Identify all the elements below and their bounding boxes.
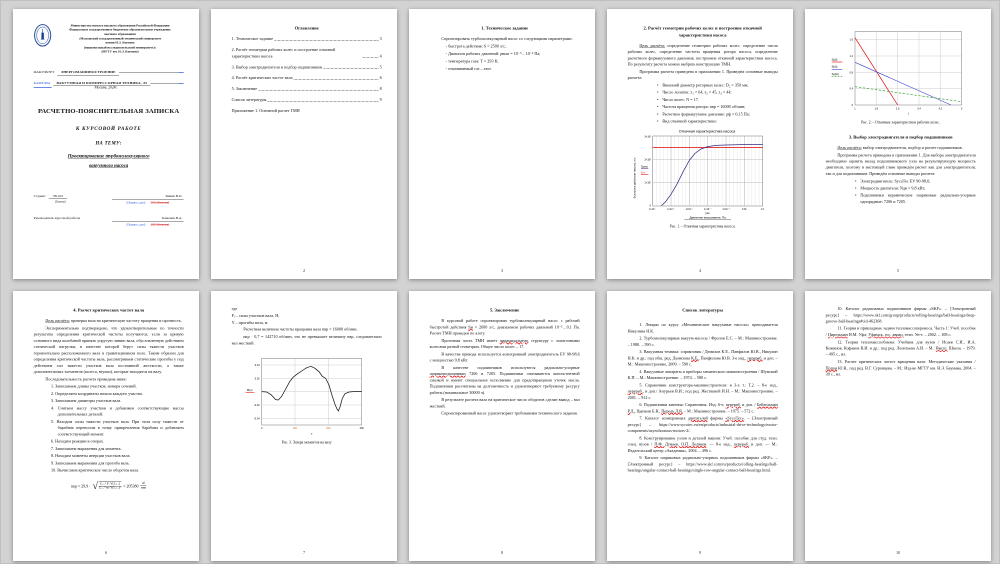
paragraph: Расчетная величина частоты вращения вала nвр = 16000 об/мин.: [243, 327, 358, 332]
text-segment: Ю.В., под ред. В.Г. Суровцева. – М.: Изд-во МГТУ им. Н.Э. Баумана, 2004. – 39 с., ил.: [825, 365, 976, 377]
text-segment: и доп. /: [740, 402, 758, 408]
fio-note-deleted: (И.О.Фамилия): [150, 222, 170, 227]
text-segment: Школа. – 1979. – 495 с., ил.: [825, 345, 976, 357]
ministry-line: имени Н.Э. Баумана: [105, 41, 135, 45]
toc-label: 1. Техническое задание: [231, 36, 274, 42]
text-segment: , Панфилова Ю.В. 3-е изд.,: [698, 355, 748, 361]
text-segment: определение геометрии рабочих колес, определение числа рабочих колес, определение частоты вращения ротора насоса, определение расчетного форвакуумного давления, построение откачной характеристики насоса. По результату расчета можно выбрать конструкцию ТМН.: [627, 43, 778, 67]
x-tick: 1×10⁻⁴: [703, 208, 712, 211]
advisor-block: [34, 216, 80, 221]
text-segment: Цель расчёта:: [837, 145, 862, 150]
result-item: • Число колес: N = 17.: [657, 96, 778, 102]
topic-line-2: вакуумного насоса: [89, 163, 129, 169]
page-number: 8: [501, 550, 503, 555]
text-segment: «SycoTec»: [725, 415, 744, 421]
x-variable: pвх: [705, 211, 710, 215]
formula-result: = 205380: [123, 483, 139, 489]
x-tick: 0.01: [742, 208, 747, 211]
pump-curve-chart: [631, 128, 774, 221]
page-8-conclusion[interactable]: [409, 291, 595, 561]
student-signature-row: [34, 194, 184, 205]
x-tick: 1×10⁻³: [722, 208, 730, 211]
paragraph: nкр · 0,7 = 142710 об/мин, что не превышает величину nвр, следовательно вал жесткий.: [231, 334, 382, 346]
x-tick: 0.1: [761, 208, 765, 211]
result-item: • Внешний диаметр роторных колес: D₂ = 350 мм;: [657, 82, 778, 88]
radical-sign: √: [92, 480, 99, 492]
moment-diagram-chart: [235, 354, 378, 437]
page-4-geometry[interactable]: [607, 9, 793, 279]
y-tick: 0: [851, 103, 853, 107]
y-tick: 1×10³: [644, 181, 651, 185]
text-segment: Проточная часть ТМН имеет: [441, 338, 500, 343]
text-segment: и доп./ Анурьев В.И.; под ред. Жестковой И.Н. – М.: Машиностроение. – 2001. – 912 с.: [627, 388, 778, 400]
bibliography-item: [628, 435, 778, 454]
formula-denominator: Σᵢ₌₁ⁿ mᵢ·Y(Lᵢ₊₁)²: [99, 486, 121, 490]
city-year: Москва, 2024г.: [94, 85, 118, 90]
paragraph: [430, 337, 580, 349]
toc-label: Список литературы: [231, 97, 267, 102]
text-segment: 1. Лекции по курсу «Механические вакуумные насосы» преподавателя Никулина Н.К.: [627, 322, 778, 334]
text-segment: 7. Каталог асинхронных: [639, 415, 689, 421]
text-segment: 11. Теория и прикладные задачи тепломассопереноса. Часть 1: Учеб. пособие /: [825, 326, 976, 337]
page-9-content: [607, 291, 793, 561]
result-item: • Вид откачной характеристики:: [657, 118, 778, 124]
page-number: 2: [303, 268, 305, 273]
toc-row: [232, 97, 382, 103]
page-3-task[interactable]: [409, 9, 595, 279]
text-segment: перераб.: [747, 355, 763, 361]
y-tick: -0.02: [253, 403, 260, 407]
trace-label: Sтз: [640, 172, 645, 175]
y-tick: 2×10³: [644, 158, 651, 162]
text-segment: В качестве подшипников используются радиально-упорные: [441, 365, 580, 370]
paragraph: [628, 42, 778, 67]
page-6-content: [13, 291, 199, 561]
text-segment: , Цыпкин Б.В.,: [634, 408, 662, 414]
page-number: 3: [501, 268, 503, 273]
tracked-change-mark: [178, 83, 183, 84]
text-segment: и доп. – М.: Машиностроение, 2009. – 590 с.: [627, 355, 778, 367]
y-tick: -0.04: [253, 417, 260, 421]
formula-units: [140, 482, 146, 490]
legend-entry: Sgp(t): [831, 72, 839, 76]
text-segment: Цель расчёта:: [45, 318, 70, 324]
student-label: Студент: [33, 194, 46, 198]
calc-step: 8. Находим моменты инерции участков вала.: [50, 453, 131, 459]
document-title: РАСЧЕТНО-ПОЯСНИТЕЛЬНАЯ ЗАПИСКА: [37, 107, 180, 115]
task-parameters: [430, 43, 580, 72]
page-2-content: [211, 9, 397, 279]
paragraph: Программа расчета приведена в приложении 1. Для выбора электродвигателя необходимо оценить вклад подшипникового узла на результирующую мощность двигателя, поэтому в настоящей главе приведём расчет как для электродвигателя, так и для подшипников. Приведём основные выводы расчета:: [825, 152, 976, 176]
y-tick: 0.02: [254, 377, 260, 381]
x-tick: 1.8: [874, 107, 879, 111]
x-axis-label: t: [907, 111, 909, 116]
bibliography-item: [628, 322, 778, 334]
symbol-definitions: [232, 306, 382, 326]
faculty-label: ФАКУЛЬТЕТ: [33, 70, 55, 74]
department-label: КАФЕДРА: [33, 81, 51, 85]
x-tick: 300: [359, 426, 364, 430]
page-4-content: [607, 9, 793, 279]
x-tick: 0: [260, 426, 263, 430]
text-segment: Перель Л.Я.: [661, 408, 683, 414]
student-name: Зимин В.О.: [112, 194, 184, 200]
figure-moment-diagram: [232, 354, 382, 437]
group-note: (Группа): [55, 199, 66, 204]
y-tick: 1.6: [849, 38, 853, 42]
section-heading: 1. Техническое задание: [481, 25, 529, 31]
ministry-line: (МГТУ им. Н.Э. Баумана): [101, 50, 139, 54]
text-segment: 7206 и 7205. Подшипники смазываются консистентной смазкой и имеют специальное исполнение для предотвращения утечек масла. Подшипники рассчитаны на долговечность и удовлетворяют требуемому ресурсу работы (номинальное 30000 ч).: [429, 371, 580, 395]
toc-label: 4. Расчёт критических частот вала: [231, 75, 293, 81]
y-axis-label: Быстрота действия насоса, л/с: [632, 157, 637, 199]
legend-entry: Sp(t): [831, 65, 838, 69]
text-segment: П.Ф. Дунаев, О.П. Леликов: [654, 441, 707, 447]
legend-entry: Sg(t): [831, 58, 838, 62]
signature-zone: [34, 194, 184, 238]
definition-line: где: [231, 306, 238, 311]
paragraph: Экспериментально подтверждено, что удовлетворительные по точности результаты определения критической частоты получаются, если за кривую основного вида колебаний принять упругую линию вала, обусловленную действием статической нагрузки, в качестве которой берут силы тяжести участков горизонтально расположенного вала в гравитационном поле. Таким образом для определения критической частоты вала, рассматриваем статические прогибы у под действием сил тяжести участков вала постоянной жесткости, а также дополнительных элементов (колеса, втулки), которые находятся на валу.: [33, 325, 184, 375]
page-6-shaft[interactable]: [13, 291, 199, 561]
sign-date-note: (Подпись, дата): [126, 200, 146, 204]
figure-caption: Рис. 3. Эпюра моментов на валу: [281, 440, 332, 445]
bibliography-list: [826, 306, 976, 378]
calc-steps: [34, 383, 184, 473]
ministry-line: Министерство науки и высшего образования Российской Федерации: [70, 23, 170, 28]
calc-step: 10. Вычисляем критическое число оборотов вала.: [50, 467, 140, 473]
x-tick: 2.6: [895, 107, 900, 111]
figure-pump-curve: [628, 128, 778, 221]
ministry-line: «Московский государственный технический университет: [78, 37, 162, 41]
text-segment: 8. Конструирование узлов и деталей машин: Учеб. пособие для студ. техн. спец. вузов /: [627, 435, 778, 447]
tracked-change-mark: [178, 72, 183, 73]
figure-wheel-curves: [826, 27, 976, 117]
text-segment: Попов: [825, 365, 838, 371]
text-segment: 3. Вакуумная техника: справочник / Демихов К.Е., Панфилов Ю.В., Никулин Н.К. и др.; под общ. ред. Демихова: [627, 349, 778, 361]
toc-heading: Оглавление: [294, 25, 319, 31]
result-item: • Подшипники керамические шариковые радиально-упорные однорядные: 7206 и 7205.: [855, 192, 976, 204]
text-segment: 6. Подшипники качения: Справочник. Изд. 6-е,: [639, 402, 726, 408]
text-segment: Н.М. Уфа:: [847, 332, 869, 337]
toc-pagenum: 4: [379, 53, 382, 59]
advisor-signature-row: [34, 216, 184, 227]
ministry-line: Федеральное государственное бюджетное образовательное учреждение: [69, 28, 171, 32]
toc-pagenum: 9: [379, 97, 382, 102]
calc-step: 4. Считаем массу участков и добавляем соответствующие массы дополнительных деталей.: [50, 405, 184, 417]
calc-step: 7. Записываем выражения для момента.: [50, 446, 122, 451]
student-block: [34, 194, 67, 204]
page-number: 10: [896, 550, 900, 555]
bibliography-item: [628, 335, 778, 347]
page-9-bibliography[interactable]: [607, 291, 793, 561]
toc-leader: [268, 101, 378, 102]
document-subtitle: К КУРСОВОЙ РАБОТЕ: [75, 125, 142, 132]
text-segment: техн. Ун-т. – 2002. – 108 с.: [903, 332, 952, 337]
paragraph: [430, 397, 580, 409]
task-item: - быстрота действия: S = 2500 л/с;: [445, 43, 507, 49]
page-1-title[interactable]: [13, 9, 199, 279]
topic-label: НА ТЕМУ:: [95, 140, 122, 146]
ministry-line: высшего образования: [104, 32, 136, 37]
text-segment: Уфимск. гос. авиац.: [868, 332, 904, 337]
text-segment: выбор электродвигателя, подбор и расчет подшипников.: [861, 145, 963, 150]
text-segment: Бейзельман Р.Д.: [627, 402, 778, 414]
text-segment: и доп. — М.: Издательский центр «Академия», 2004. – 496 с.: [627, 441, 778, 453]
section-heading: 5. Заключение: [490, 307, 520, 313]
text-segment: проверка вала на критическую частоту вращения и прочность.: [69, 318, 182, 324]
fio-note-deleted: (И.О.Фамилия): [150, 200, 170, 204]
toc-pagenum: 8: [379, 86, 382, 91]
text-segment: 5. Справочник конструктора-машиностроителя: в 3-х т.: Т.2. – 8-е изд.,: [639, 382, 778, 388]
calc-step: 5. Находим силы тяжести участков вала. При этом силу тяжести от барабана переносим в точку прикрепления барабана и добавляем соответствующий момент.: [50, 419, 184, 437]
page-10-content: [805, 291, 991, 561]
bibliography-item: [628, 415, 778, 434]
text-segment: пирамидальную: [499, 338, 529, 343]
text-segment: Цирельман: [827, 332, 848, 337]
toc-pagenum: 3: [379, 36, 382, 42]
advisor-name: Каменев В.А.: [112, 216, 184, 222]
text-segment: 9. Каталог шариковых радиально-упорных подшипников фирмы «SKF». – [Электронный ресурс] – https://www.skf.com/ru/products/rolling-bearings/ball-bearings/angular-contact-ball-bearings/single-row-angular-contact-ball-bearings.html.: [627, 455, 778, 473]
text-segment: 13. Расчет критических частот вращения вала: Методические указания /: [837, 359, 976, 364]
text-segment: = 2600 л/с, диапазоном рабочих давлений 10⁻⁵…0,1 Па. Расчет ТМН проведен по азоту.: [429, 324, 580, 336]
toc-leader: [294, 79, 378, 80]
bibliography-item: [826, 339, 976, 358]
faculty-value: ЭНЕРГОМАШИНОСТРОЕНИЕ: [57, 70, 118, 76]
toc-leader: [323, 68, 378, 69]
calc-step: 1. Записываем длины участков, номера сечений.: [50, 383, 137, 389]
toc-label: 3. Выбор электродвигателя и подбор подшипников: [231, 64, 322, 70]
paragraph: [430, 364, 580, 395]
result-item: • Частота вращения ротора: nвр = 16000 об/мин;: [657, 104, 778, 110]
wheel-curves-chart: [829, 27, 972, 117]
text-segment: 4. Вакуумные аппараты и приборы химического машиностроения / Шумский К.П. – М.: Машиностроение. – 1974. – 580 с.: [627, 369, 778, 381]
text-segment: шарикоподшипники: [429, 371, 466, 377]
sign-notes: [112, 200, 184, 204]
page-7-moments[interactable]: [211, 291, 397, 561]
toc-row: [232, 36, 382, 42]
bibliography-item: [628, 349, 778, 368]
task-item: - Диапазон рабочих давлений: pвып = 10⁻⁵…10⁻² Па;: [445, 51, 541, 56]
toc-pagenum: 6: [379, 75, 382, 81]
text-segment: перераб.: [733, 441, 749, 447]
x-axis-label: Давление всасывания, Па: [689, 215, 726, 220]
text-segment: . — 8-е изд.,: [706, 441, 734, 447]
bibliography-item: [628, 368, 778, 380]
paragraph: [430, 351, 580, 363]
results-bullets: [826, 178, 976, 205]
toc-label: 2. Расчёт геометрии рабочих колес и построение откачной характеристики насоса: [231, 47, 336, 59]
task-item: - температура газа: T = 293 К;: [445, 58, 499, 64]
faculty-line: [34, 70, 184, 76]
text-segment: фирмы: [707, 415, 726, 421]
chart-title: Откачная характеристика насоса: [678, 129, 736, 134]
x-axis-label: x: [310, 431, 313, 436]
page-8-content: [409, 291, 595, 561]
paragraph: Программа расчета приведена в приложении 1. Приведём основные выводы расчета:: [627, 69, 778, 81]
topic-line-1: Проектирование турбомолекулярного: [67, 153, 150, 160]
task-item: - откачиваемый газ – азот.: [445, 66, 492, 72]
result-item: • Расчетное форвакуумное давление: pф = 0,15 Па;: [657, 111, 778, 117]
department-value: ВАКУУМНАЯ И КОМПРЕССОРНАЯ ТЕХНИКА, Э5: [53, 81, 150, 87]
unit-denominator: мин: [140, 485, 147, 490]
student-group: Э8-102: [49, 194, 67, 198]
paragraph: [430, 318, 580, 337]
trace-label: S(pвх): [640, 166, 648, 169]
text-segment: двигателей: [688, 415, 708, 421]
x-tick: 1×10⁻⁵: [685, 208, 694, 211]
result-item: • Мощность двигателя: Nдв = 9,8 кВт;: [855, 185, 976, 191]
text-segment: В курсовой работе спроектирован турбомолекулярный насос с рабочей быстротой действия: [429, 318, 580, 330]
page-number: 9: [699, 550, 701, 555]
toc-row: [232, 75, 382, 81]
text-segment: перераб.,: [627, 388, 644, 394]
toc-row: [232, 64, 382, 70]
x-tick: 5: [960, 107, 963, 111]
page-5-content: [805, 9, 991, 279]
page-number: 7: [303, 550, 305, 555]
text-segment: Sн: [468, 324, 473, 330]
bibliography-item: [628, 455, 778, 474]
text-segment: . – [Электронный ресурс] – https://www.sycotec.eu/en/products/industrial-drive-technology/motor-components/asynchronous-motors-2/.: [627, 415, 778, 434]
result-item: • Электродвигатель: SycoTec EV 90-98,6;: [855, 178, 976, 184]
paragraph: [34, 318, 184, 324]
text-segment: Цель расчёта:: [639, 43, 666, 48]
results-bullets: [628, 82, 778, 124]
text-segment: К.Е.: [691, 355, 699, 361]
page-2-toc[interactable]: [211, 9, 397, 279]
section-heading: 3. Выбор электродвигателя и подбор подшипников: [848, 134, 953, 140]
toc-appendix: Приложение 1. Основной расчет ТМН: [231, 108, 300, 113]
page-3-content: [409, 9, 595, 279]
toc-leader: [258, 90, 378, 91]
x-tick: 100: [292, 426, 298, 430]
page-5-motor[interactable]: [805, 9, 991, 279]
bibliography-item: [628, 402, 778, 414]
text-segment: 12. Теория тепломассообмена: Учебник для вузов / Исаев С.И., И.А. Кожинов, Кофанов В.И. и др.; под ред. Леонтьева А.И. – М.:: [825, 339, 976, 351]
result-item: • Число лопаток: z₁ = 64, z₂ = 45, z₃ = 44;: [657, 89, 778, 95]
toc-row: [232, 47, 382, 59]
advisor-label: Руководитель курсовой работы: [33, 216, 81, 221]
page-7-content: [211, 291, 397, 561]
paragraph: Спроектировать турбомолекулярный насос со следующими параметрами:: [441, 36, 573, 42]
university-emblem-icon: [34, 24, 52, 49]
y-tick: 0.04: [254, 363, 260, 367]
bibliography-item: [826, 359, 976, 378]
bibliography-item: [628, 382, 778, 401]
x-tick: 4.2: [938, 107, 943, 111]
page-10-bibliography[interactable]: [805, 291, 991, 561]
page-number: 5: [897, 268, 899, 273]
y-tick: 0.4: [849, 87, 853, 91]
unit-numerator: об: [141, 481, 146, 486]
bibliography-item: [826, 306, 976, 325]
toc-label: 5. Заключение: [231, 86, 258, 91]
sign-notes: [112, 222, 184, 226]
calc-step: 2. Определяем координаты начала каждого участка.: [50, 391, 143, 396]
y-tick: 0: [649, 204, 651, 208]
toc-pagenum: 5: [379, 64, 382, 70]
figure-caption: Рис. 2. – Откачные характеристики рабочих колес.: [861, 120, 941, 125]
toc-leader: [274, 40, 378, 41]
definition-line: Y – прогибы вала, м.: [231, 320, 269, 325]
definition-line: Fᵢ – силы участков вала, Н;: [231, 313, 280, 318]
text-segment: Спроектированный насос удовлетворяет требованиям технического задания.: [441, 410, 578, 416]
y-tick: 1.2: [849, 54, 853, 58]
x-tick: 1: [854, 107, 856, 111]
advisor-sign-block: [112, 216, 184, 227]
text-segment: В качестве привода используется асинхронный электродвигатель EV 90-98,6 с мощностью 9,8 кВт.: [429, 351, 580, 363]
ministry-line: (национальный исследовательский университет)»: [83, 45, 157, 50]
x-tick: 3.4: [917, 107, 921, 111]
section-heading: Список литературы: [682, 307, 724, 313]
section-heading: 2. Расчёт геометрии рабочих колес и построение откачной характеристики насоса: [643, 25, 762, 38]
toc-leader: [362, 57, 378, 58]
text-segment: 10. Каталог радиальных подшипников фирмы «SKF». – [Электронный ресурс] – https://www.skf.com/group/products/rolling-bearings/ball-bearings/deep-groove-ball-bearings#cid-462368.: [825, 306, 976, 324]
bibliography-item: [826, 325, 976, 337]
text-segment: Высш.: [935, 345, 948, 351]
formula-fraction: [99, 481, 122, 490]
formula-numerator: Σᵢ₌₁ⁿ Fᵢ·Y(Lᵢ₊₁): [100, 482, 120, 486]
formula-lhs: nкр = 29,9 ·: [70, 483, 91, 489]
figure-caption: Рис. 1. – Откачная характеристика насоса.: [669, 224, 736, 229]
sign-date-note: (Подпись, дата): [126, 222, 146, 227]
text-segment: перераб.: [725, 402, 741, 408]
paragraph: [826, 145, 976, 151]
paragraph: [430, 410, 580, 416]
y-tick: 0.8: [849, 71, 853, 75]
x-tick: 1×10⁻⁷: [649, 208, 657, 211]
ministry-block: [56, 24, 183, 55]
text-segment: В результате расчета вала на критическое число оборотов сделан вывод – вал жесткий.: [429, 397, 580, 409]
page-number: 4: [699, 268, 701, 273]
bibliography-list: [628, 322, 778, 474]
page-1-content: [13, 9, 199, 227]
toc-row: [232, 86, 382, 92]
x-tick: 1×10⁻⁶: [667, 208, 675, 211]
calc-step: 6. Находим реакции в опорах.: [50, 438, 104, 444]
text-segment: 2. Турбомолекулярные вакуум-насосы / Фролов Е.С. – М.: Машиностроение. – 1980. – 590 с.: [627, 335, 778, 347]
paragraph: Последовательность расчета приведена ниже:: [45, 376, 127, 382]
title-header: [34, 24, 184, 55]
calc-step: 3. Записываем диаметры участков вала.: [50, 398, 122, 404]
page-number: 6: [105, 550, 107, 555]
critical-speed-formula: [34, 481, 184, 491]
text-segment: – М.: Машиностроение. – 1975. – 572 с.: [682, 408, 755, 414]
y-tick: 3×10³: [644, 135, 651, 139]
student-sign-block: [112, 194, 184, 205]
trace-label: M(x): [246, 387, 253, 392]
section-heading: 4. Расчет критических частот вала: [73, 307, 145, 313]
text-segment: структуру с лопаточными колесами разной геометрии. Общее число колес – 17.: [429, 338, 580, 350]
calc-step: 9. Записываем выражения для прогиба вала.: [50, 460, 130, 466]
x-tick: 200: [326, 426, 331, 430]
